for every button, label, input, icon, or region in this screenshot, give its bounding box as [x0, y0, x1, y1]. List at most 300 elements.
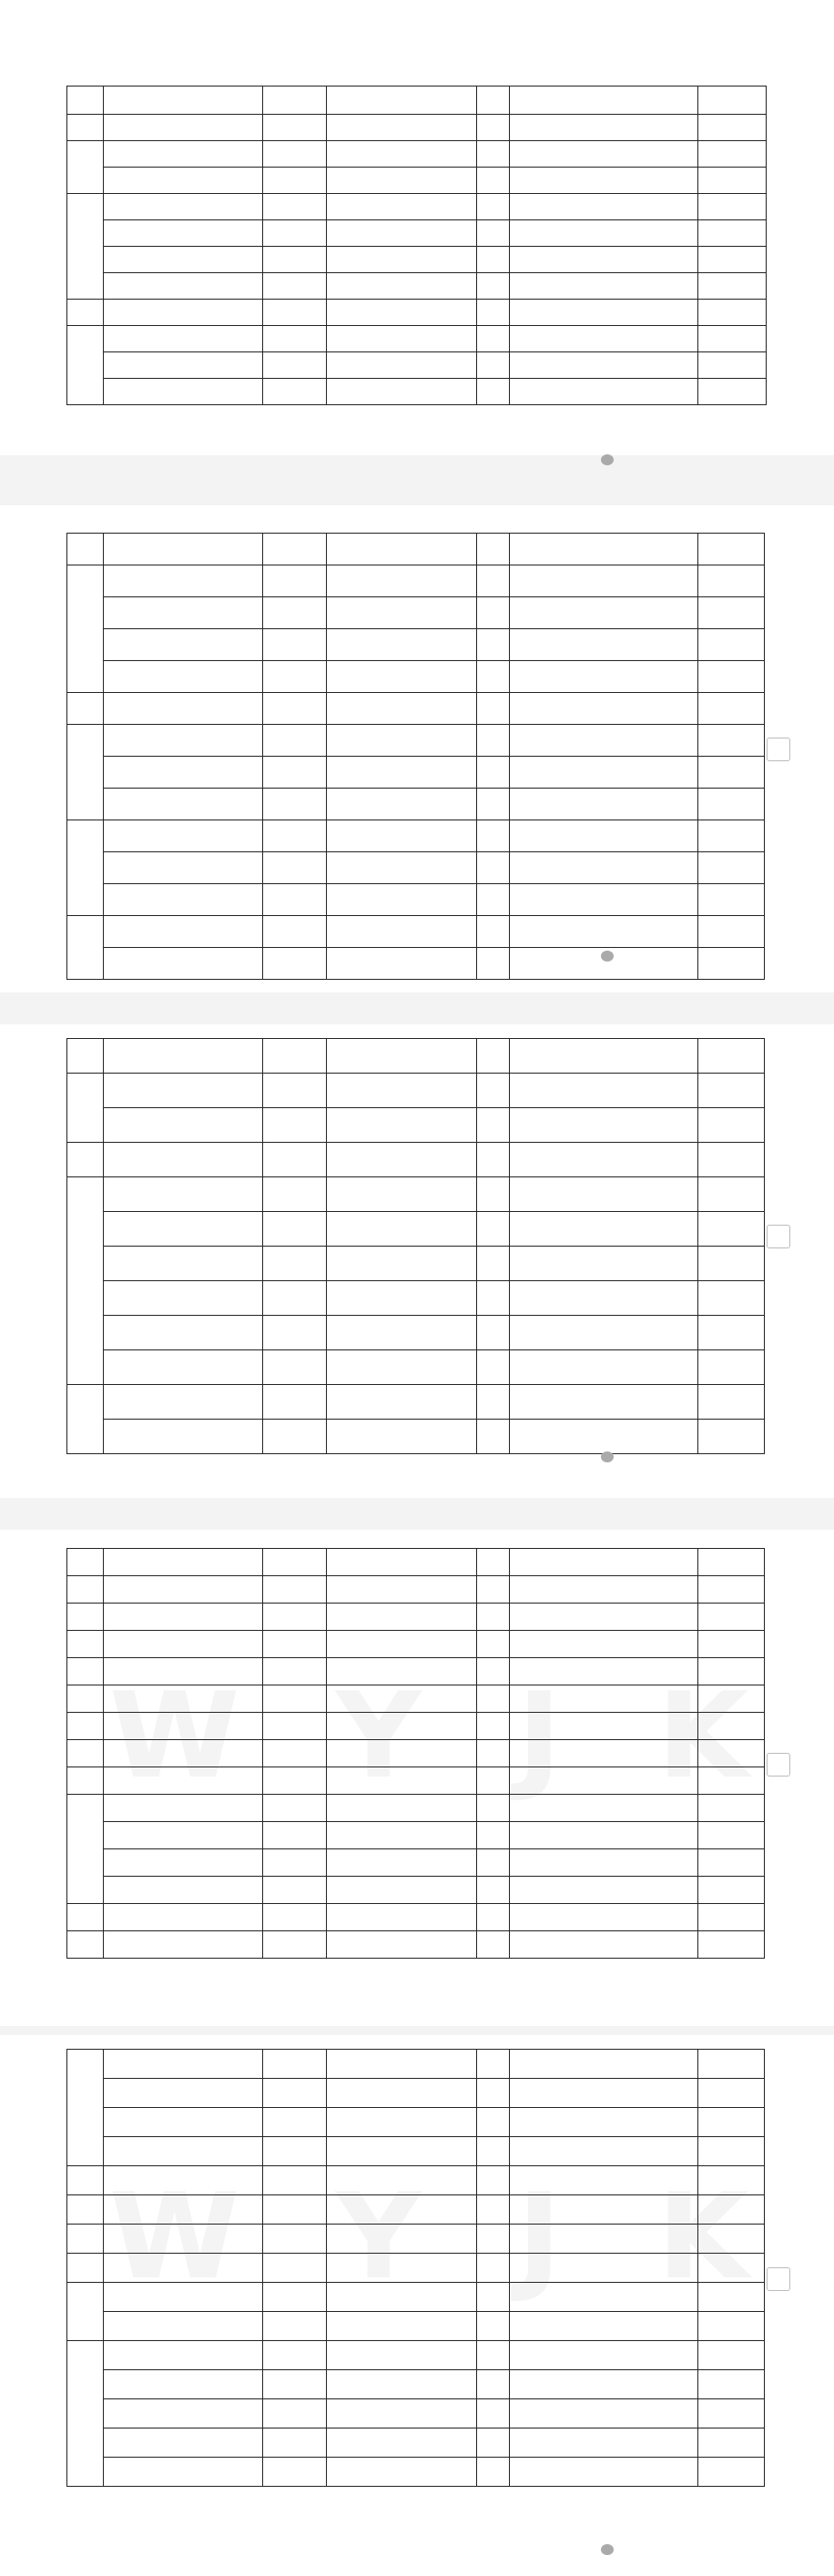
watermark [601, 451, 619, 467]
table-row [67, 2458, 765, 2487]
price-cell [698, 1740, 765, 1767]
package-cell [327, 1713, 477, 1740]
package-cell [327, 1931, 477, 1959]
table-row [67, 2079, 765, 2108]
table-row [67, 168, 767, 194]
origin-cell [477, 1212, 510, 1247]
vaccine-name-cell [104, 1631, 263, 1658]
procurement-table-part-3 [66, 1038, 765, 1454]
package-cell [327, 2079, 477, 2108]
price-cell [698, 1039, 765, 1074]
spec-cell [263, 1767, 327, 1795]
origin-cell [477, 1316, 510, 1350]
table-row [67, 534, 765, 565]
spec-cell [263, 1549, 327, 1576]
spec-cell [263, 565, 327, 597]
spec-cell [263, 1316, 327, 1350]
table-header-row [67, 87, 767, 115]
spec-cell [263, 661, 327, 693]
row-number-cell [67, 2254, 104, 2283]
manufacturer-cell [510, 2283, 698, 2312]
price-cell [698, 379, 767, 405]
row-number-cell [67, 1177, 104, 1385]
price-cell [698, 115, 767, 141]
spec-cell [263, 1108, 327, 1143]
manufacturer-cell [510, 1108, 698, 1143]
manufacturer-cell [510, 1877, 698, 1904]
table-row [67, 2312, 765, 2341]
manufacturer-cell [510, 1931, 698, 1959]
vaccine-name-cell [104, 1385, 263, 1420]
table-row [67, 1316, 765, 1350]
table-row [67, 379, 767, 405]
row-number-cell [67, 1795, 104, 1904]
origin-cell [477, 757, 510, 789]
spec-cell [263, 1385, 327, 1420]
table-row [67, 1039, 765, 1074]
vaccine-name-cell [104, 2195, 263, 2225]
spec-cell [263, 300, 327, 326]
price-cell [698, 1822, 765, 1849]
package-cell [327, 1767, 477, 1795]
price-cell [698, 1877, 765, 1904]
manufacturer-cell [510, 1247, 698, 1281]
table-row [67, 661, 765, 693]
price-cell [698, 597, 765, 629]
table-row [67, 1658, 765, 1685]
expand-button[interactable] [767, 1225, 790, 1248]
origin-cell [477, 884, 510, 916]
table-row [67, 194, 767, 220]
origin-cell [477, 141, 510, 168]
vaccine-name-cell [104, 1685, 263, 1713]
package-cell [327, 220, 477, 247]
origin-cell [477, 273, 510, 300]
price-cell [698, 300, 767, 326]
table-row [67, 852, 765, 884]
expand-button[interactable] [767, 738, 790, 761]
package-cell [327, 2283, 477, 2312]
manufacturer-cell [510, 757, 698, 789]
vaccine-name-cell [104, 2050, 263, 2079]
origin-cell [477, 1604, 510, 1631]
spec-cell [263, 247, 327, 273]
manufacturer-cell [510, 1685, 698, 1713]
origin-cell [477, 1713, 510, 1740]
manufacturer-cell [510, 2050, 698, 2079]
package-cell [327, 1039, 477, 1074]
spec-cell [263, 141, 327, 168]
table-row [67, 565, 765, 597]
table-row [67, 2108, 765, 2137]
table-row [67, 948, 765, 980]
table-row [67, 820, 765, 852]
package-cell [327, 2166, 477, 2195]
package-cell [327, 1108, 477, 1143]
package-cell [327, 1549, 477, 1576]
manufacturer-cell [510, 247, 698, 273]
origin-cell [477, 220, 510, 247]
table-row [67, 273, 767, 300]
vaccine-name-cell [104, 2225, 263, 2254]
spec-cell [263, 725, 327, 757]
vaccine-name-cell [104, 115, 263, 141]
manufacturer-cell [510, 534, 698, 565]
table-row [67, 916, 765, 948]
origin-cell [477, 2137, 510, 2166]
vaccine-name-cell [104, 1074, 263, 1108]
table-row [67, 1713, 765, 1740]
vaccine-name-cell [104, 220, 263, 247]
spec-cell [263, 1177, 327, 1212]
watermark [601, 2540, 619, 2557]
manufacturer-cell [510, 1074, 698, 1108]
package-cell [327, 379, 477, 405]
price-cell [698, 1931, 765, 1959]
origin-cell [477, 1549, 510, 1576]
manufacturer-cell [510, 661, 698, 693]
price-cell [698, 1074, 765, 1108]
origin-cell [477, 1039, 510, 1074]
row-number-cell [67, 2195, 104, 2225]
table-row [67, 1931, 765, 1959]
package-cell [327, 141, 477, 168]
manufacturer-cell [510, 168, 698, 194]
vaccine-name-cell [104, 1849, 263, 1877]
vaccine-name-cell [104, 1658, 263, 1685]
package-cell [327, 2312, 477, 2341]
origin-cell [477, 352, 510, 379]
vaccine-name-cell [104, 168, 263, 194]
package-cell [327, 757, 477, 789]
vaccine-name-cell [104, 141, 263, 168]
price-cell [698, 1247, 765, 1281]
package-cell [327, 2370, 477, 2399]
origin-cell [477, 597, 510, 629]
page-gap [0, 2026, 834, 2035]
vaccine-name-cell [104, 916, 263, 948]
table-row [67, 1576, 765, 1604]
table-row [67, 300, 767, 326]
package-cell [327, 1143, 477, 1177]
price-cell [698, 2283, 765, 2312]
row-number-cell [67, 1576, 104, 1604]
row-number-cell [67, 693, 104, 725]
price-cell [698, 2254, 765, 2283]
spec-cell [263, 1281, 327, 1316]
table-row [67, 1795, 765, 1822]
vaccine-name-cell [104, 273, 263, 300]
origin-cell [477, 1822, 510, 1849]
manufacturer-cell [510, 379, 698, 405]
manufacturer-cell [698, 1350, 765, 1385]
vaccine-name-cell [104, 757, 263, 789]
package-cell [327, 661, 477, 693]
manufacturer-cell [510, 2166, 698, 2195]
expand-button[interactable] [767, 2267, 790, 2291]
row-number-cell [104, 1350, 263, 1385]
package-cell [327, 1247, 477, 1281]
table-row [67, 693, 765, 725]
price-cell [698, 757, 765, 789]
origin-cell [477, 693, 510, 725]
spec-cell [263, 884, 327, 916]
spec-cell [263, 2166, 327, 2195]
table-row [67, 1385, 765, 1420]
origin-cell [477, 1177, 510, 1212]
origin-cell [477, 2225, 510, 2254]
watermark [601, 1448, 619, 1464]
table-row [67, 2137, 765, 2166]
spec-cell [263, 1849, 327, 1877]
package-cell [327, 1576, 477, 1604]
package-cell [327, 2399, 477, 2428]
price-cell [698, 168, 767, 194]
origin-cell [477, 948, 510, 980]
manufacturer-cell [510, 1795, 698, 1822]
spec-cell [263, 534, 327, 565]
price-cell [698, 1658, 765, 1685]
price-cell [698, 661, 765, 693]
manufacturer-cell [510, 1385, 698, 1420]
origin-cell [477, 2079, 510, 2108]
origin-cell [477, 115, 510, 141]
spec-cell [263, 352, 327, 379]
vaccine-name-cell [104, 1212, 263, 1247]
origin-cell [477, 326, 510, 352]
spec-cell [263, 2079, 327, 2108]
table-row [67, 1685, 765, 1713]
spec-cell [263, 2225, 327, 2254]
package-cell [327, 820, 477, 852]
package-cell [327, 2458, 477, 2487]
spec-cell [263, 1822, 327, 1849]
vaccine-name-cell [104, 2399, 263, 2428]
price-cell [698, 1767, 765, 1795]
origin-cell [477, 1685, 510, 1713]
table-row [67, 1849, 765, 1877]
origin-cell [477, 1281, 510, 1316]
vaccine-name-cell [104, 2166, 263, 2195]
row-number-cell [67, 1631, 104, 1658]
manufacturer-cell [510, 326, 698, 352]
vaccine-name-cell [104, 565, 263, 597]
manufacturer-cell [510, 2195, 698, 2225]
spec-cell [263, 1604, 327, 1631]
origin-cell [477, 2458, 510, 2487]
vaccine-name-cell [104, 2254, 263, 2283]
vaccine-name-cell [104, 2341, 263, 2370]
table-row [67, 1281, 765, 1316]
vaccine-name-cell [104, 2079, 263, 2108]
manufacturer-cell [510, 1822, 698, 1849]
vaccine-name-cell [104, 693, 263, 725]
manufacturer-cell [510, 725, 698, 757]
manufacturer-cell [510, 2108, 698, 2137]
manufacturer-cell [510, 2341, 698, 2370]
origin-cell [477, 168, 510, 194]
vaccine-name-cell [104, 2137, 263, 2166]
price-cell [698, 2399, 765, 2428]
manufacturer-cell [510, 1604, 698, 1631]
price-cell [698, 2137, 765, 2166]
origin-cell [477, 629, 510, 661]
table-row [67, 1822, 765, 1849]
spec-cell [263, 2458, 327, 2487]
spec-cell [263, 1039, 327, 1074]
manufacturer-cell [510, 1631, 698, 1658]
vaccine-name-cell [104, 1549, 263, 1576]
wechat-icon [601, 454, 614, 465]
price-cell [698, 1385, 765, 1420]
spec-cell [263, 1212, 327, 1247]
manufacturer-cell [510, 1849, 698, 1877]
wechat-icon [601, 1451, 614, 1462]
manufacturer-cell [510, 629, 698, 661]
manufacturer-cell [510, 141, 698, 168]
package-cell [327, 884, 477, 916]
row-number-cell [67, 194, 104, 300]
table-row [67, 1631, 765, 1658]
price-cell [698, 1549, 765, 1576]
manufacturer-cell [510, 565, 698, 597]
price-cell [698, 820, 765, 852]
table-row [67, 1108, 765, 1143]
origin-cell [477, 1849, 510, 1877]
row-number-cell [67, 1713, 104, 1740]
table-row [67, 884, 765, 916]
price-cell [698, 326, 767, 352]
spec-cell [263, 1143, 327, 1177]
package-cell [327, 1795, 477, 1822]
spec-cell [327, 1350, 477, 1385]
row-number-cell [67, 1685, 104, 1713]
package-cell [327, 273, 477, 300]
manufacturer-cell [510, 2312, 698, 2341]
price-cell [698, 789, 765, 820]
table-row [67, 115, 767, 141]
origin-cell [477, 2283, 510, 2312]
price-cell [698, 2108, 765, 2137]
vaccine-name-cell [104, 1039, 263, 1074]
vaccine-name-cell [104, 725, 263, 757]
package-cell [327, 247, 477, 273]
origin-cell [477, 1576, 510, 1604]
package-cell [327, 1740, 477, 1767]
spec-cell [263, 1074, 327, 1108]
vaccine-name-cell [104, 194, 263, 220]
manufacturer-cell [510, 115, 698, 141]
vaccine-name-cell [104, 1877, 263, 1904]
wechat-icon [601, 2544, 614, 2555]
package-cell [327, 194, 477, 220]
vaccine-name-cell [104, 1931, 263, 1959]
price-cell [698, 1713, 765, 1740]
price-cell [698, 1108, 765, 1143]
spec-cell [263, 273, 327, 300]
origin-cell [477, 300, 510, 326]
table-row [67, 2341, 765, 2370]
spec-cell [263, 948, 327, 980]
row-number-cell [67, 1074, 104, 1143]
manufacturer-cell [510, 693, 698, 725]
origin-cell [477, 1740, 510, 1767]
origin-cell [477, 1143, 510, 1177]
vaccine-name-cell [104, 852, 263, 884]
origin-cell [477, 2312, 510, 2341]
table-row [67, 2254, 765, 2283]
header-spec [263, 87, 327, 115]
manufacturer-cell [510, 916, 698, 948]
manufacturer-cell [510, 273, 698, 300]
package-cell [477, 1350, 510, 1385]
expand-button[interactable] [767, 1753, 790, 1777]
price-cell [698, 884, 765, 916]
origin-cell [477, 1420, 510, 1454]
vaccine-name-cell [104, 1740, 263, 1767]
origin-cell [477, 725, 510, 757]
origin-cell [477, 1385, 510, 1420]
procurement-table-part-1 [66, 86, 767, 405]
row-number-cell [67, 141, 104, 194]
vaccine-name-cell [104, 1795, 263, 1822]
package-cell [327, 326, 477, 352]
procurement-table-part-2 [66, 533, 765, 980]
page-gap [0, 1498, 834, 1530]
manufacturer-cell [510, 2399, 698, 2428]
package-cell [327, 1822, 477, 1849]
origin-cell [477, 1795, 510, 1822]
price-cell [698, 916, 765, 948]
vaccine-name-cell [104, 629, 263, 661]
row-number-cell [67, 115, 104, 141]
row-number-cell [67, 534, 104, 565]
manufacturer-cell [510, 820, 698, 852]
spec-cell [263, 1740, 327, 1767]
package-cell [327, 789, 477, 820]
vaccine-name-cell [104, 884, 263, 916]
spec-cell [263, 757, 327, 789]
spec-cell [263, 1420, 327, 1454]
manufacturer-cell [510, 1740, 698, 1767]
spec-cell [263, 379, 327, 405]
price-cell [698, 1316, 765, 1350]
package-cell [327, 115, 477, 141]
manufacturer-cell [510, 2225, 698, 2254]
spec-cell [263, 2399, 327, 2428]
manufacturer-cell [510, 220, 698, 247]
spec-cell [263, 693, 327, 725]
package-cell [327, 565, 477, 597]
spec-cell [263, 2283, 327, 2312]
package-cell [327, 693, 477, 725]
package-cell [327, 1385, 477, 1420]
table-row [67, 220, 767, 247]
vaccine-name-cell [104, 1247, 263, 1281]
package-cell [327, 1177, 477, 1212]
package-cell [327, 1604, 477, 1631]
vaccine-name-cell [104, 948, 263, 980]
spec-cell [263, 1576, 327, 1604]
procurement-table-part-5 [66, 2049, 765, 2487]
row-number-cell [67, 326, 104, 405]
spec-cell [263, 1631, 327, 1658]
table-row [67, 1420, 765, 1454]
spec-cell [263, 1931, 327, 1959]
row-number-cell [67, 1549, 104, 1576]
origin-cell [477, 2370, 510, 2399]
manufacturer-cell [510, 1212, 698, 1247]
